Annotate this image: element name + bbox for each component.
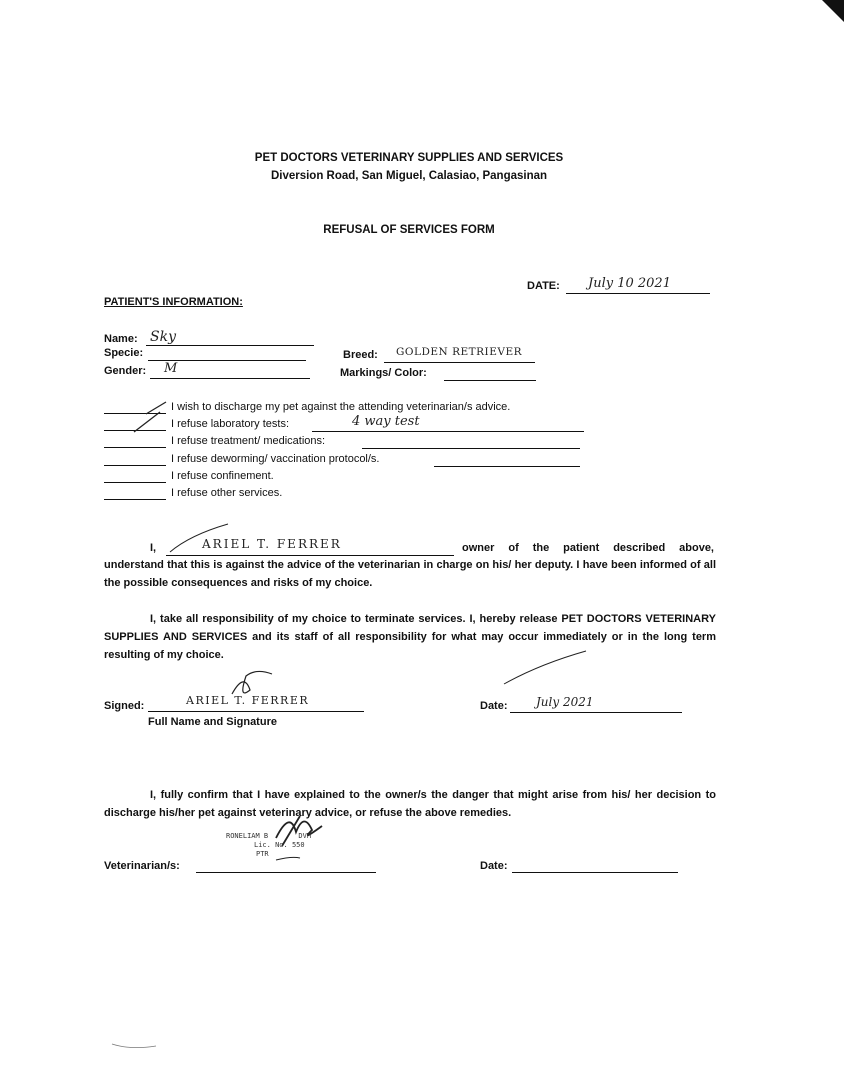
owner-statement-text: understand that this is against the advice of the veterinarian in charge on his/ her deputy. I have been informed of all the possible consequences and risks of my choice. — [104, 559, 716, 589]
refusal-item-5: I refuse confinement. — [171, 470, 274, 482]
vet-stamp-title: DVM — [298, 832, 312, 840]
breed-label: Breed: — [343, 349, 378, 361]
vet-stamp-license-number: 550 — [291, 841, 305, 849]
company-address: Diversion Road, San Miguel, Calasiao, Pangasinan — [270, 170, 548, 182]
markings-label: Markings/ Color: — [340, 367, 427, 379]
owner-suffix: owner of the patient described above, — [462, 542, 714, 554]
refusal-detail-2: 4 way test — [352, 414, 420, 429]
company-name: PET DOCTORS VETERINARY SUPPLIES AND SERVICES — [254, 152, 564, 164]
signed-date-line — [510, 712, 682, 713]
vet-stamp-name: RONELIAM B — [226, 832, 269, 840]
name-value: Sky — [150, 329, 176, 345]
check-mark-1 — [146, 402, 166, 414]
specie-label: Specie: — [104, 347, 144, 359]
signed-label: Signed: — [104, 700, 145, 712]
vet-stamp-license-label: Lic. No. — [254, 841, 288, 849]
patient-section-title: PATIENT'S INFORMATION: — [104, 296, 243, 308]
refusal-item-1: I wish to discharge my pet against the attending veterinarian/s advice. — [171, 401, 511, 413]
owner-prefix: I, — [150, 542, 157, 554]
veterinarian-label: Veterinarian/s: — [104, 860, 180, 872]
vet-date-line — [512, 872, 678, 873]
form-title: REFUSAL OF SERVICES FORM — [323, 224, 495, 236]
date-label: DATE: — [527, 280, 560, 292]
vet-stamp-ptr: PTR — [256, 850, 269, 858]
signed-date-label: Date: — [480, 700, 508, 712]
signed-line — [148, 711, 364, 712]
breed-value: GOLDEN RETRIEVER — [396, 346, 523, 358]
signed-caption: Full Name and Signature — [148, 716, 277, 728]
gender-value: M — [164, 361, 178, 376]
vet-statement: I, fully confirm that I have explained to the owner/s the danger that might arise from his/ her decision to discharge his/her pet against veterinary advice, or refuse the above remedies. — [104, 789, 716, 819]
refusal-item-4: I refuse deworming/ vaccination protocol/s. — [171, 453, 380, 465]
vet-stamp — [226, 832, 311, 859]
owner-name-value: ARIEL T. FERRER — [202, 537, 342, 551]
refusal-item-2: I refuse laboratory tests: — [171, 418, 289, 430]
scan-smudge — [112, 1044, 156, 1048]
responsibility-statement: I, take all responsibility of my choice to terminate services. I, hereby release PET DOCTORS VETERINARY SUPPLIES AND SERVICES and its staff of all responsibility for what may occur immediately or in the long term resulting of my choice. — [104, 613, 716, 661]
refusal-item-6: I refuse other services. — [171, 487, 283, 499]
signed-date-value: July 2021 — [536, 695, 594, 709]
check-mark-2 — [134, 412, 160, 432]
date-value: July 10 2021 — [588, 276, 671, 291]
vet-date-label: Date: — [480, 860, 508, 872]
signed-value: ARIEL T. FERRER — [186, 694, 310, 707]
owner-signature-scribble — [232, 671, 272, 694]
name-label: Name: — [104, 333, 138, 345]
gender-label: Gender: — [104, 365, 147, 377]
veterinarian-line — [196, 872, 376, 873]
refusal-item-3: I refuse treatment/ medications: — [171, 435, 326, 447]
